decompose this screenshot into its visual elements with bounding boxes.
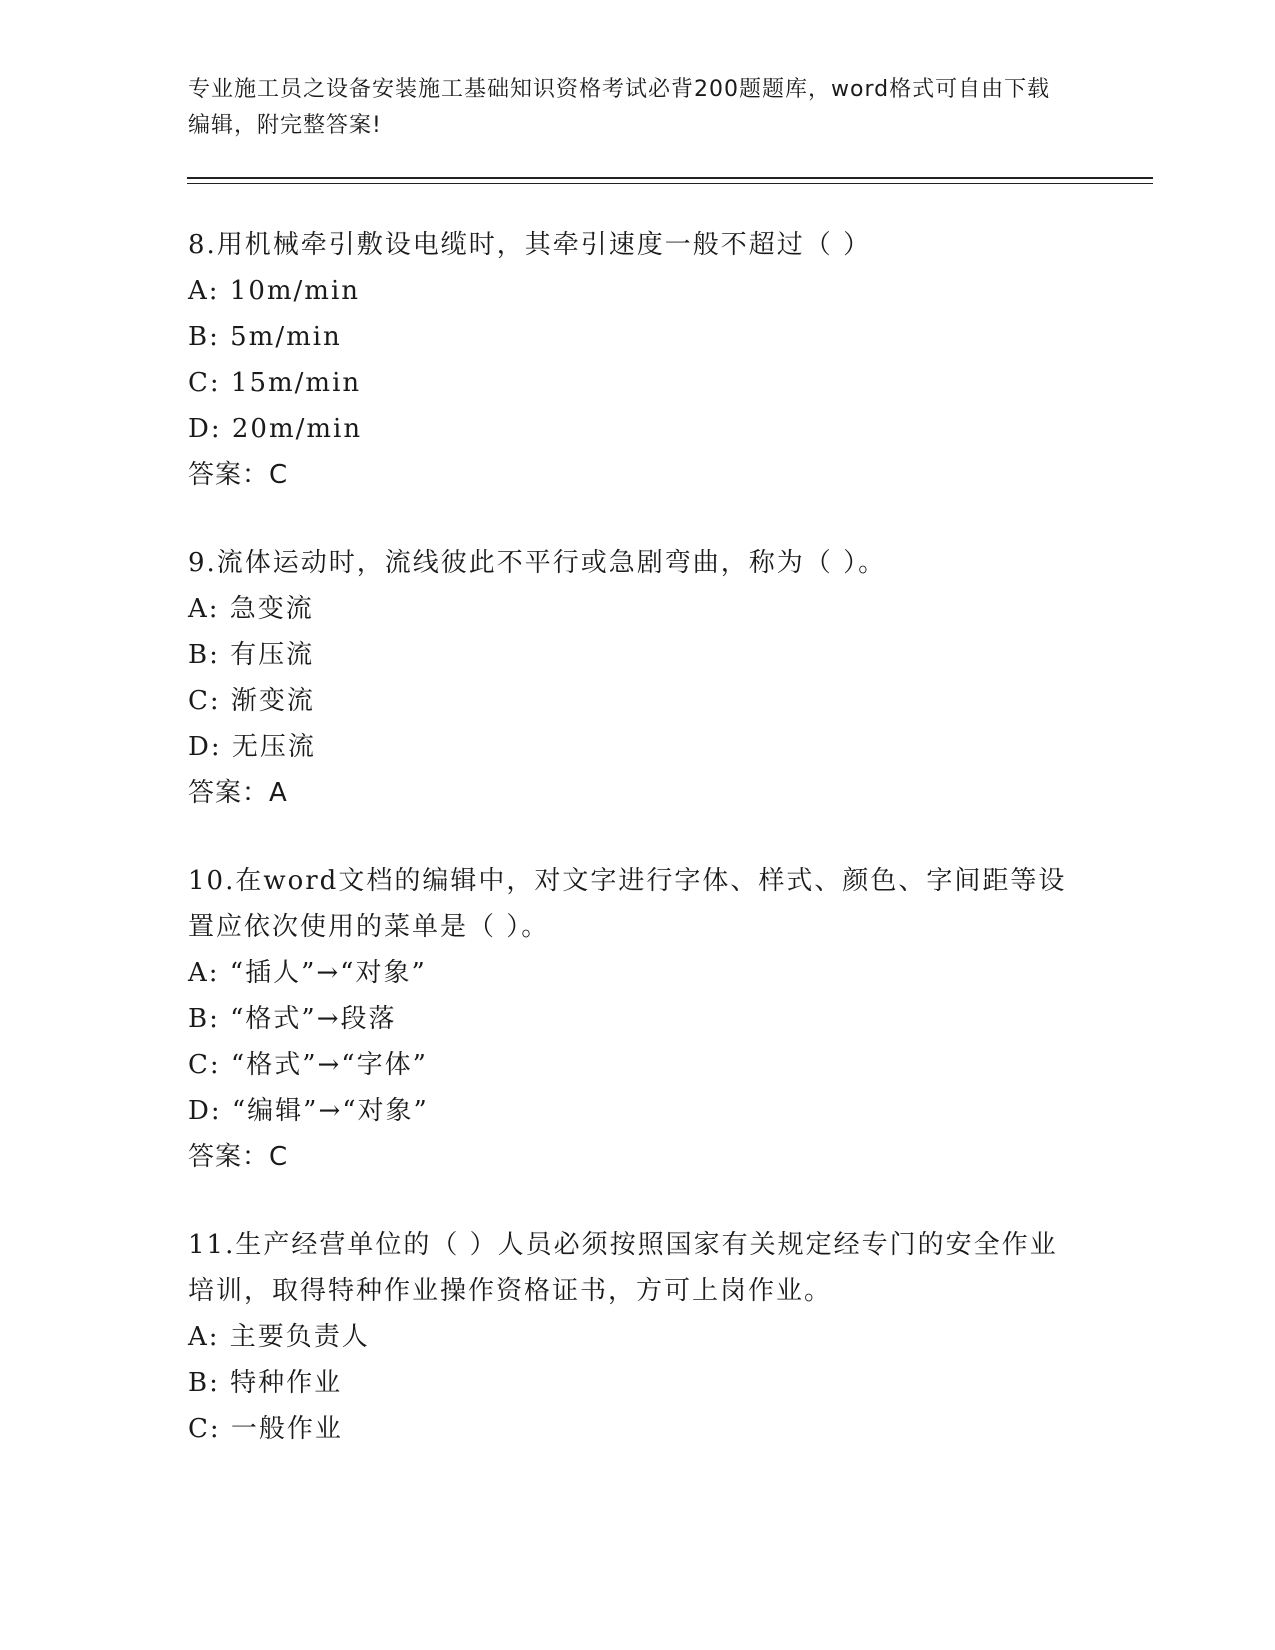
question-stem: 11.生产经营单位的（ ）人员必须按照国家有关规定经专门的安全作业培训，取得特种作业操作资格证书，方可上岗作业。 (188, 1230, 1058, 1306)
option-d: D: 20m/min (188, 414, 363, 444)
question-8 (188, 222, 1068, 498)
option-c: C: 15m/min (188, 368, 362, 398)
option-b: B: 特种作业 (188, 1368, 343, 1398)
document-header: 专业施工员之设备安装施工基础知识资格考试必背200题题库，word格式可自由下载编辑，附完整答案! (188, 77, 1051, 138)
option-a: A: 主要负责人 (188, 1322, 370, 1352)
question-stem: 10.在word文档的编辑中，对文字进行字体、样式、颜色、字间距等设置应依次使用的菜单是（ ）。 (188, 866, 1067, 942)
option-c: C: “格式”→“字体” (188, 1050, 428, 1080)
header-divider-thin (187, 183, 1153, 184)
option-a: A: 急变流 (188, 594, 314, 624)
option-c: C: 渐变流 (188, 686, 315, 716)
option-a: A: “插人”→“对象” (188, 958, 427, 988)
option-b: B: 5m/min (188, 322, 342, 352)
option-c: C: 一般作业 (188, 1414, 343, 1444)
question-11 (188, 1222, 1068, 1452)
question-10 (188, 858, 1068, 1180)
option-a: A: 10m/min (188, 276, 361, 306)
question-stem: 9.流体运动时，流线彼此不平行或急剧弯曲，称为（ ）。 (188, 548, 887, 578)
header-divider (187, 177, 1153, 179)
answer: 答案：C (188, 460, 289, 490)
option-d: D: 无压流 (188, 732, 316, 762)
option-d: D: “编辑”→“对象” (188, 1096, 429, 1126)
question-stem: 8.用机械牵引敷设电缆时，其牵引速度一般不超过（ ） (188, 230, 872, 260)
answer: 答案：A (188, 778, 288, 808)
answer: 答案：C (188, 1142, 289, 1172)
question-9 (188, 540, 1068, 816)
option-b: B: “格式”→段落 (188, 1004, 397, 1034)
option-b: B: 有压流 (188, 640, 315, 670)
